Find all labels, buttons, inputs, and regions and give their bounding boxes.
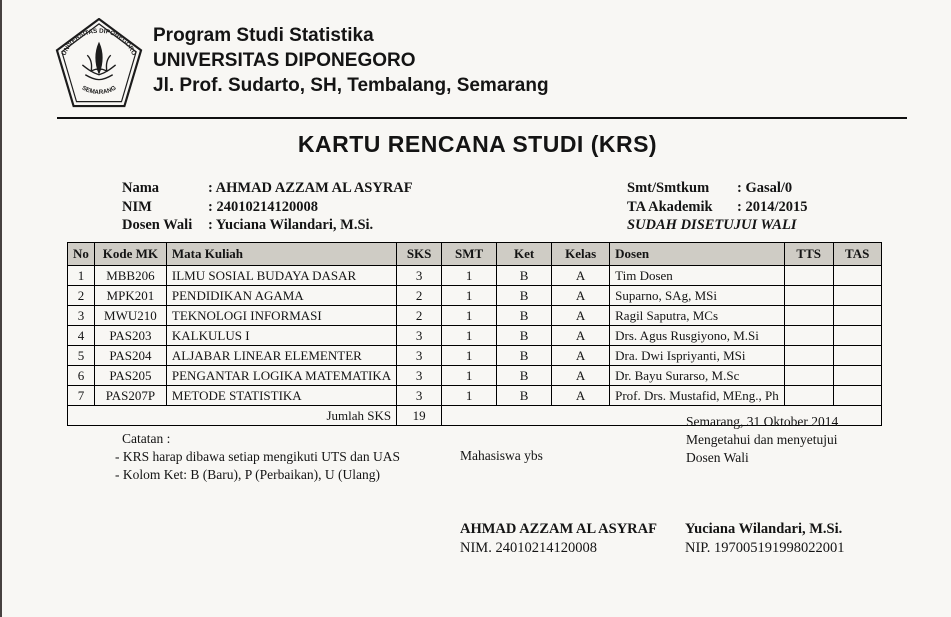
col-kode-mk: Kode MK	[94, 243, 166, 266]
cell-kode: PAS205	[94, 366, 166, 386]
cell-tts	[784, 366, 833, 386]
cell-smt: 1	[442, 386, 497, 406]
cell-ket: B	[497, 286, 552, 306]
approve-line-1: Mengetahui dan menyetujui	[686, 432, 838, 447]
cell-kode: MPK201	[94, 286, 166, 306]
smt-label: Smt/Smtkum	[627, 180, 710, 196]
info-row-smt	[627, 179, 807, 198]
nama-label: Nama	[122, 180, 160, 196]
nim-value: : 24010214120008	[208, 198, 318, 215]
col-no: No	[68, 243, 95, 266]
cell-dosen: Suparno, SAg, MSi	[610, 286, 785, 306]
cell-tas	[833, 326, 881, 346]
cell-sks: 2	[397, 286, 442, 306]
cell-smt: 1	[442, 286, 497, 306]
student-info-left	[122, 179, 413, 235]
cell-kelas: A	[552, 366, 610, 386]
cell-no: 3	[68, 306, 95, 326]
total-sks-value: 19	[397, 406, 442, 426]
cell-no: 2	[68, 286, 95, 306]
krs-course-table	[67, 242, 882, 426]
undip-seal-icon	[55, 18, 143, 108]
table-row	[68, 266, 882, 286]
cell-sks: 3	[397, 386, 442, 406]
program-name: Program Studi Statistika	[153, 25, 374, 46]
col-sks: SKS	[397, 243, 442, 266]
catatan-title: Catatan :	[122, 431, 171, 446]
logo-bottom-text: SEMARANG	[80, 84, 118, 97]
cell-tts	[784, 326, 833, 346]
catatan-note-2: - Kolom Ket: B (Baru), P (Perbaikan), U (Ulang)	[115, 467, 380, 482]
table-header-row	[68, 243, 882, 266]
col-smt: SMT	[442, 243, 497, 266]
dosen-wali-label: Dosen Wali	[122, 217, 193, 233]
university-name: UNIVERSITAS DIPONEGORO	[153, 50, 416, 71]
cell-ket: B	[497, 366, 552, 386]
info-row-nim	[122, 198, 413, 217]
advisor-signature-nip: NIP. 197005191998022001	[685, 539, 845, 556]
col-kelas: Kelas	[552, 243, 610, 266]
catatan-note-1: - KRS harap dibawa setiap mengikuti UTS dan UAS	[115, 449, 400, 464]
logo-arc-text: UNIVERSITAS DIPONEGORO	[60, 27, 138, 57]
info-row-nama	[122, 179, 413, 198]
col-tts: TTS	[784, 243, 833, 266]
cell-smt: 1	[442, 366, 497, 386]
dosen-wali-value: : Yuciana Wilandari, M.Si.	[208, 217, 374, 233]
col-tas: TAS	[833, 243, 881, 266]
cell-kode: MWU210	[94, 306, 166, 326]
info-row-dosen-wali	[122, 216, 413, 235]
info-row-ta	[627, 198, 807, 217]
cell-smt: 1	[442, 306, 497, 326]
catatan-block	[115, 430, 400, 484]
cell-kelas: A	[552, 286, 610, 306]
table-row	[68, 286, 882, 306]
cell-dosen: Tim Dosen	[610, 266, 785, 286]
cell-kelas: A	[552, 346, 610, 366]
total-sks-label: Jumlah SKS	[68, 406, 397, 426]
student-signature-block	[460, 520, 657, 557]
student-signature-nim: NIM. 24010214120008	[460, 539, 597, 556]
student-info-right	[627, 179, 807, 235]
cell-sks: 3	[397, 326, 442, 346]
cell-smt: 1	[442, 326, 497, 346]
svg-text:SEMARANG	[81, 85, 118, 97]
cell-tas	[833, 386, 881, 406]
cell-tas	[833, 346, 881, 366]
cell-dosen: Dr. Bayu Surarso, M.Sc	[610, 366, 785, 386]
cell-ket: B	[497, 326, 552, 346]
cell-kelas: A	[552, 386, 610, 406]
cell-sks: 3	[397, 346, 442, 366]
cell-sks: 2	[397, 306, 442, 326]
ta-label: TA Akademik	[627, 198, 713, 215]
cell-matkul: PENGANTAR LOGIKA MATEMATIKA	[166, 366, 396, 386]
cell-kelas: A	[552, 326, 610, 346]
cell-kode: PAS203	[94, 326, 166, 346]
table-row	[68, 346, 882, 366]
col-dosen: Dosen	[610, 243, 785, 266]
city-date: Semarang, 31 Oktober 2014	[686, 414, 839, 429]
cell-smt: 1	[442, 266, 497, 286]
cell-tas	[833, 366, 881, 386]
cell-no: 6	[68, 366, 95, 386]
cell-no: 1	[68, 266, 95, 286]
page-title: KARTU RENCANA STUDI (KRS)	[297, 131, 658, 157]
cell-ket: B	[497, 346, 552, 366]
cell-tas	[833, 286, 881, 306]
student-signature-name: AHMAD AZZAM AL ASYRAF	[460, 521, 657, 537]
cell-tas	[833, 306, 881, 326]
letterhead-text	[153, 18, 549, 98]
nim-label: NIM	[122, 198, 152, 215]
cell-ket: B	[497, 306, 552, 326]
approve-line-2: Dosen Wali	[686, 450, 749, 465]
cell-dosen: Dra. Dwi Ispriyanti, MSi	[610, 346, 785, 366]
cell-ket: B	[497, 266, 552, 286]
nama-value: : AHMAD AZZAM AL ASYRAF	[208, 180, 413, 196]
mahasiswa-ybs-label: Mahasiswa ybs	[460, 448, 543, 463]
cell-dosen: Ragil Saputra, MCs	[610, 306, 785, 326]
cell-tts	[784, 266, 833, 286]
smt-value: : Gasal/0	[737, 180, 793, 196]
cell-tts	[784, 286, 833, 306]
cell-kelas: A	[552, 266, 610, 286]
advisor-signature-block	[685, 520, 845, 557]
cell-dosen: Drs. Agus Rusgiyono, M.Si	[610, 326, 785, 346]
table-row	[68, 306, 882, 326]
approval-block	[686, 413, 838, 467]
cell-ket: B	[497, 386, 552, 406]
header-divider	[57, 117, 907, 119]
col-ket: Ket	[497, 243, 552, 266]
table-row	[68, 366, 882, 386]
cell-kelas: A	[552, 306, 610, 326]
cell-no: 4	[68, 326, 95, 346]
wali-approval-status: SUDAH DISETUJUI WALI	[627, 217, 797, 233]
cell-tts	[784, 346, 833, 366]
cell-smt: 1	[442, 346, 497, 366]
cell-no: 5	[68, 346, 95, 366]
cell-kode: PAS204	[94, 346, 166, 366]
cell-sks: 3	[397, 366, 442, 386]
cell-dosen: Prof. Drs. Mustafid, MEng., Ph	[610, 386, 785, 406]
cell-matkul: METODE STATISTIKA	[166, 386, 396, 406]
university-address: Jl. Prof. Sudarto, SH, Tembalang, Semarang	[153, 75, 549, 96]
cell-matkul: PENDIDIKAN AGAMA	[166, 286, 396, 306]
cell-tts	[784, 386, 833, 406]
cell-tts	[784, 306, 833, 326]
ta-value: : 2014/2015	[737, 198, 808, 215]
letterhead	[55, 18, 549, 108]
cell-matkul: TEKNOLOGI INFORMASI	[166, 306, 396, 326]
cell-kode: MBB206	[94, 266, 166, 286]
cell-matkul: KALKULUS I	[166, 326, 396, 346]
col-mata-kuliah: Mata Kuliah	[166, 243, 396, 266]
table-row	[68, 386, 882, 406]
cell-matkul: ALJABAR LINEAR ELEMENTER	[166, 346, 396, 366]
cell-sks: 3	[397, 266, 442, 286]
cell-matkul: ILMU SOSIAL BUDAYA DASAR	[166, 266, 396, 286]
cell-kode: PAS207P	[94, 386, 166, 406]
advisor-signature-name: Yuciana Wilandari, M.Si.	[685, 521, 843, 537]
table-row	[68, 326, 882, 346]
cell-tas	[833, 266, 881, 286]
cell-no: 7	[68, 386, 95, 406]
